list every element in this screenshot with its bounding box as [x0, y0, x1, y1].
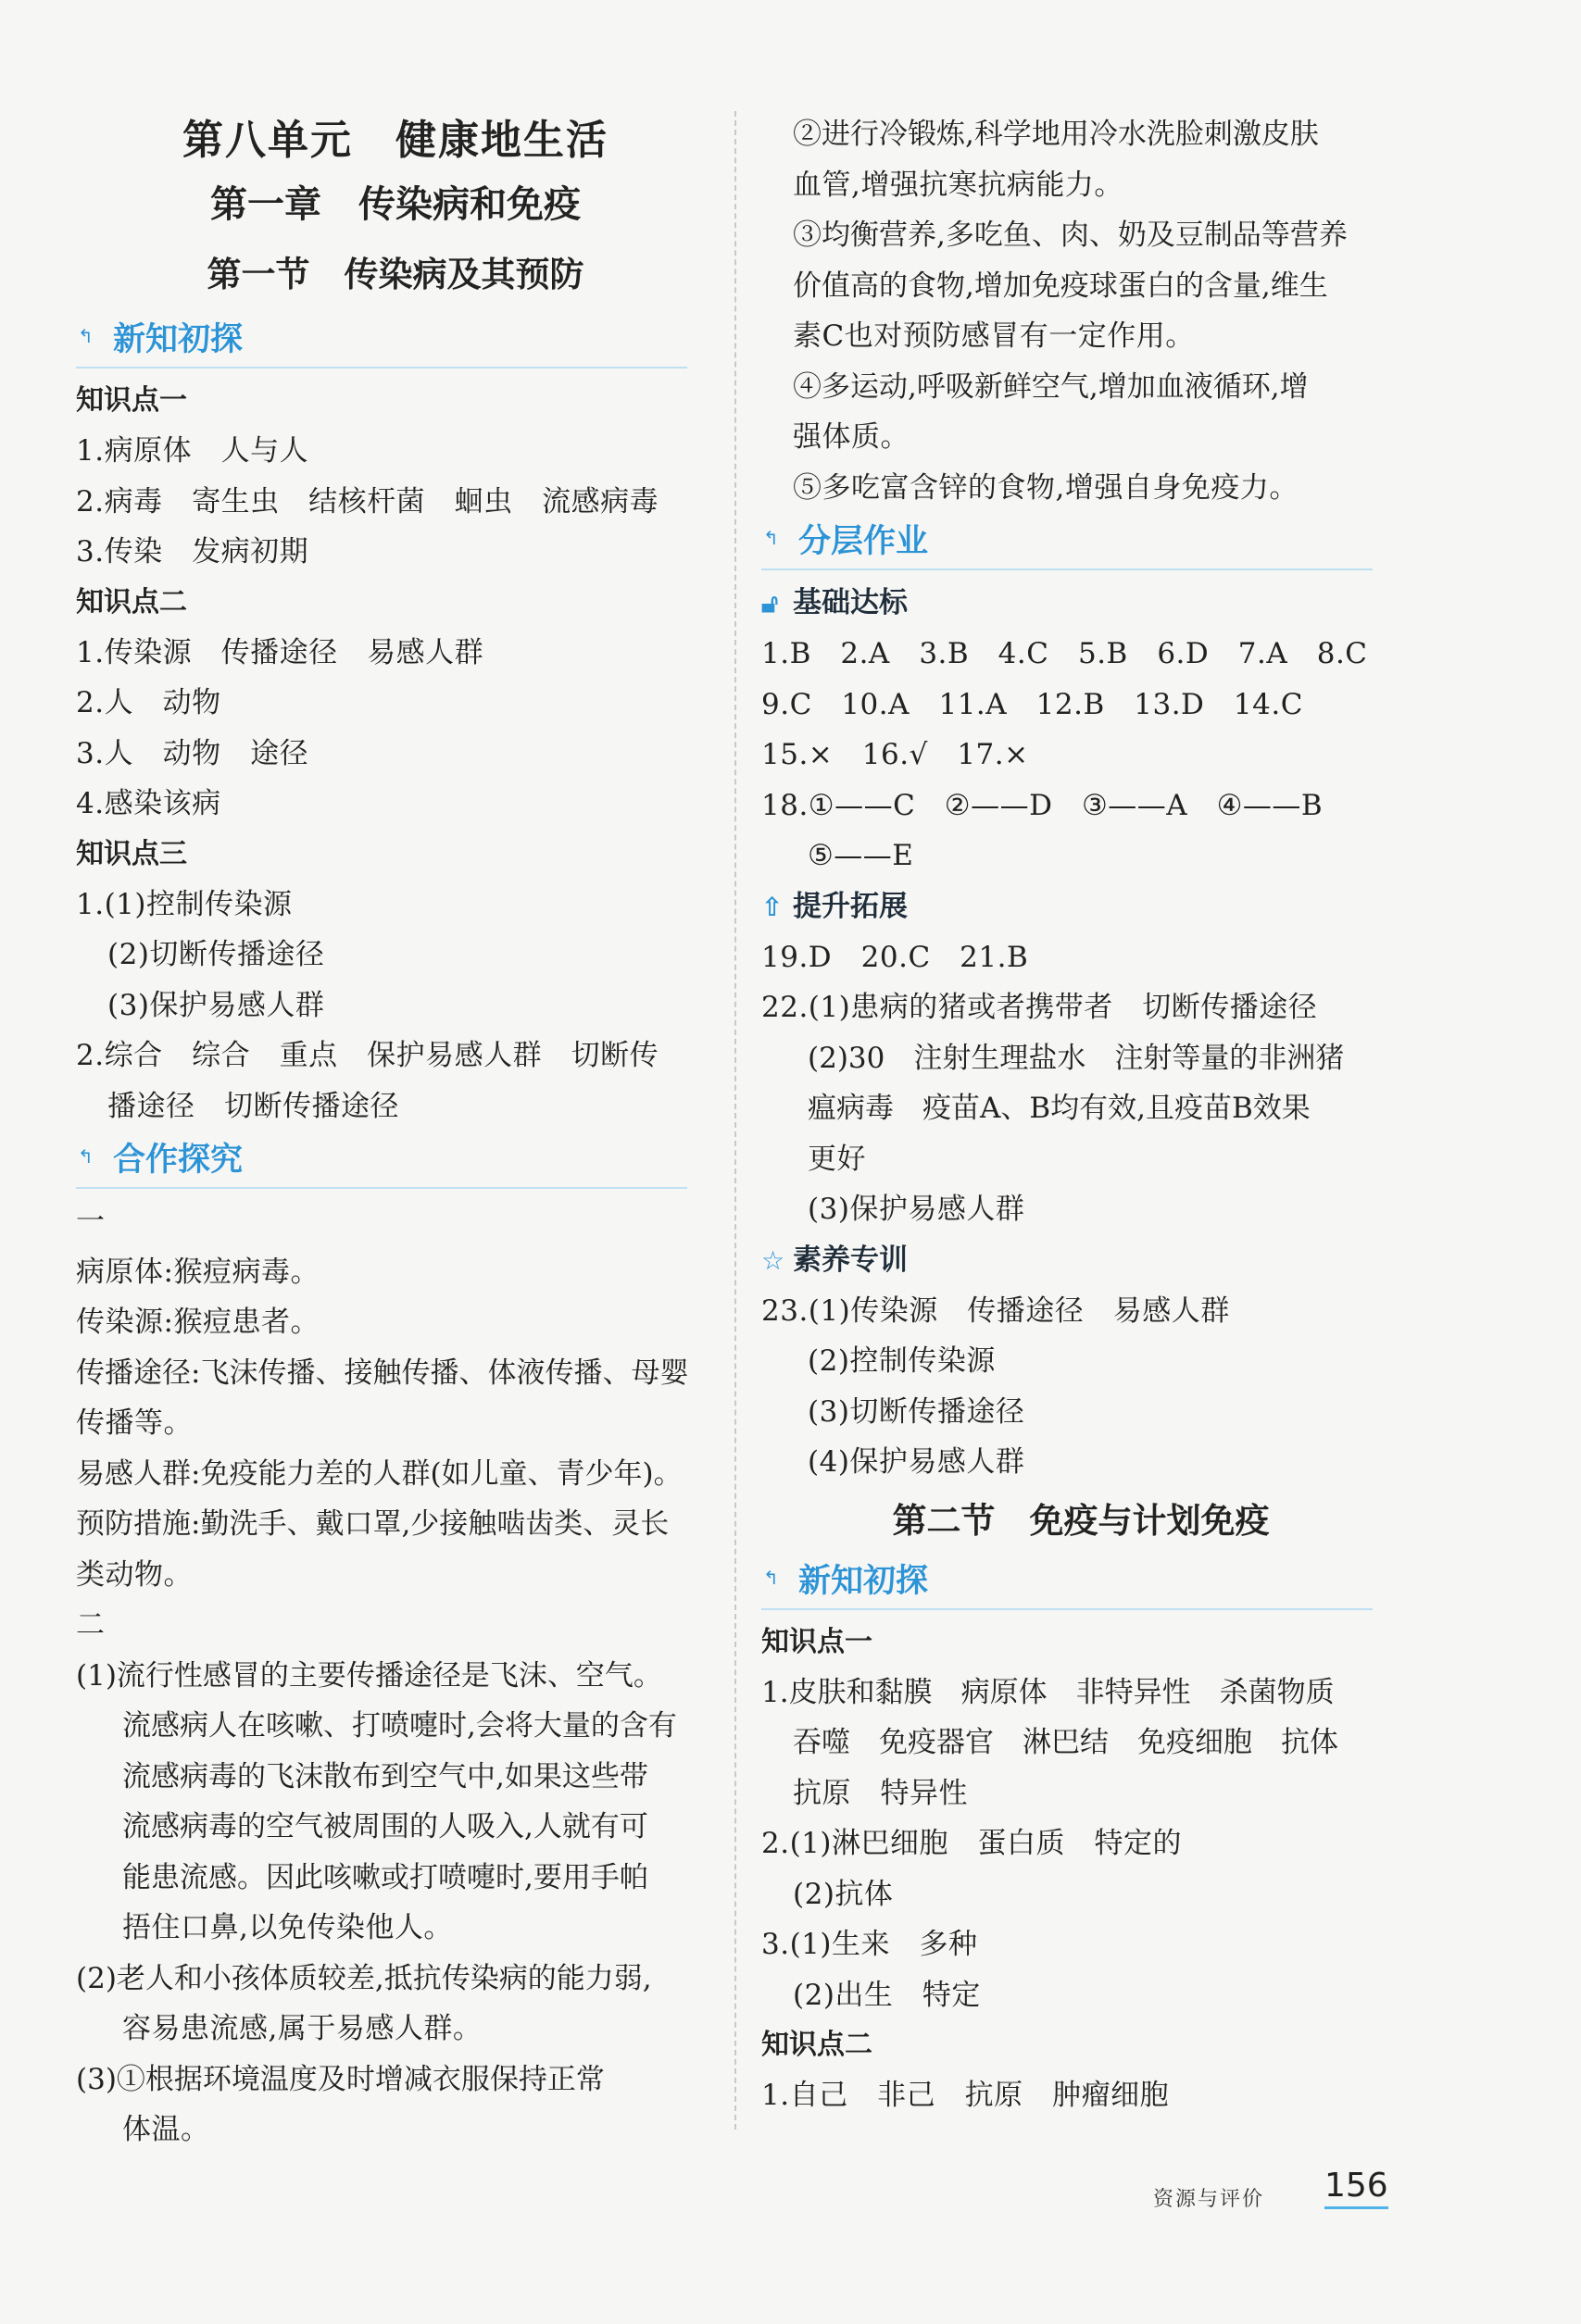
answer-line: 体温。: [122, 2113, 210, 2146]
answer-line: (3)切断传播途径: [808, 1394, 1025, 1429]
unit-title: 第八单元 健康地生活: [182, 117, 609, 164]
bookmark-icon: ↰: [78, 1145, 94, 1168]
answer-line: (3)保护易感人群: [107, 988, 325, 1022]
answer-line: 预防措施:勤洗手、戴口罩,少接触啮齿类、灵长: [76, 1507, 670, 1541]
answer-line: 2.病毒 寄生虫 结核杆菌 蛔虫 流感病毒: [76, 484, 659, 519]
answer-line: (2)抗体: [793, 1877, 894, 1911]
answer-line: 素C也对预防感冒有一定作用。: [793, 319, 1195, 353]
answer-line: (2)老人和小孩体质较差,抵抗传染病的能力弱,: [76, 1961, 652, 1995]
answer-line: 22.(1)患病的猪或者携带者 切断传播途径: [761, 991, 1318, 1024]
answer-line: 抗原 特异性: [793, 1776, 968, 1810]
answer-line: 1.传染源 传播途径 易感人群: [76, 635, 484, 669]
subheading-label: 基础达标: [793, 586, 908, 619]
answer-line: 血管,增强抗寒抗病能力。: [793, 168, 1123, 202]
answer-line: (2)控制传染源: [808, 1344, 996, 1378]
answer-line: (3)保护易感人群: [808, 1193, 1025, 1226]
right-column: [761, 109, 1400, 2121]
left-column: [76, 109, 715, 2155]
answer-line: 播途径 切断传播途径: [107, 1089, 399, 1123]
lock-icon: 🔓︎: [761, 588, 779, 618]
answer-line: 流感病毒的空气被周围的人吸入,人就有可: [122, 1810, 648, 1843]
subheading-label: 素养专训: [793, 1243, 908, 1277]
bookmark-icon: ↰: [763, 527, 779, 549]
answer-line: 捂住口鼻,以免传染他人。: [122, 1911, 453, 1944]
answer-line: 类动物。: [76, 1557, 193, 1592]
banner-layered-homework: [761, 517, 1373, 570]
part-label: 二: [76, 1608, 106, 1642]
answer-line: (2)出生 特定: [793, 1978, 981, 2012]
answer-line: 吞噬 免疫器官 淋巴结 免疫细胞 抗体: [793, 1726, 1338, 1759]
answer-line: 1.皮肤和黏膜 病原体 非特异性 杀菌物质: [761, 1675, 1335, 1709]
banner-label: 新知初探: [798, 1562, 929, 1600]
answer-line: ⑤——E: [808, 839, 914, 872]
subheading-literacy: [761, 1235, 1400, 1286]
answer-line: 更好: [808, 1142, 866, 1176]
answer-line: ④多运动,呼吸新鲜空气,增加血液循环,增: [793, 369, 1309, 404]
answer-line: 2.人 动物: [76, 686, 221, 719]
answer-line: 瘟病毒 疫苗A、B均有效,且疫苗B效果: [808, 1092, 1311, 1125]
answer-line: 18.①——C ②——D ③——A ④——B: [761, 788, 1324, 822]
answer-line: 病原体:猴痘病毒。: [76, 1255, 320, 1289]
answer-line: ⑤多吃富含锌的食物,增强自身免疫力。: [793, 470, 1299, 505]
part-label: 一: [76, 1205, 106, 1238]
answer-line: 流感病人在咳嗽、打喷嚏时,会将大量的含有: [122, 1709, 677, 1743]
answer-line: 能患流感。因此咳嗽或打喷嚏时,要用手帕: [122, 1860, 648, 1894]
answer-line: 9.C 10.A 11.A 12.B 13.D 14.C: [761, 687, 1303, 721]
knowledge-point-heading: 知识点二: [76, 585, 187, 618]
answer-line: (2)切断传播途径: [107, 938, 325, 971]
answer-line: 价值高的食物,增加免疫球蛋白的含量,维生: [793, 269, 1328, 303]
knowledge-point-heading: 知识点一: [76, 384, 187, 417]
arrow-up-icon: ⇧: [761, 891, 784, 922]
answer-line: 容易患流感,属于易感人群。: [122, 2012, 483, 2045]
answer-line: 1.自己 非己 抗原 肿瘤细胞: [761, 2079, 1170, 2112]
bookmark-icon: ↰: [78, 325, 94, 347]
chapter-title: 第一章 传染病和免疫: [210, 183, 581, 226]
bookmark-icon: ↰: [763, 1566, 779, 1589]
star-icon: ☆: [761, 1244, 785, 1276]
answer-line: 4.感染该病: [76, 787, 221, 820]
banner-new-knowledge-2: [761, 1556, 1373, 1610]
banner-label: 新知初探: [113, 321, 244, 358]
answer-line: 3.人 动物 途径: [76, 736, 309, 770]
banner-label: 分层作业: [798, 523, 929, 560]
answer-line: ③均衡营养,多吃鱼、肉、奶及豆制品等营养: [793, 219, 1348, 252]
answer-line: 传播途径:飞沫传播、接触传播、体液传播、母婴: [76, 1356, 689, 1390]
answer-line: 2.(1)淋巴细胞 蛋白质 特定的: [761, 1827, 1182, 1860]
answer-line: 强体质。: [793, 420, 910, 454]
answer-line: ②进行冷锻炼,科学地用冷水洗脸刺激皮肤: [793, 118, 1319, 151]
answer-line: 3.传染 发病初期: [76, 535, 309, 569]
answer-line: 15.× 16.√ 17.×: [761, 738, 1029, 771]
subheading-basic: [761, 578, 1400, 629]
answer-line: 3.(1)生来 多种: [761, 1928, 978, 1961]
answer-line: 19.D 20.C 21.B: [761, 940, 1029, 974]
answer-line: (4)保护易感人群: [808, 1445, 1025, 1479]
answer-line: 传染源:猴痘患者。: [76, 1306, 320, 1339]
banner-label: 合作探究: [113, 1142, 244, 1179]
answer-line: 传播等。: [76, 1406, 193, 1440]
page-number: 156: [1324, 2167, 1388, 2209]
answer-line: 2.综合 综合 重点 保护易感人群 切断传: [76, 1039, 659, 1072]
footer-label: 资源与评价: [1153, 2188, 1265, 2211]
answer-line: 23.(1)传染源 传播途径 易感人群: [761, 1293, 1230, 1328]
answer-line: (3)①根据环境温度及时增减衣服保持正常: [76, 2062, 605, 2096]
subheading-label: 提升拓展: [793, 889, 908, 923]
subheading-extend: [761, 881, 1400, 932]
banner-new-knowledge: [76, 315, 687, 369]
section-title: 第一节 传染病及其预防: [207, 254, 584, 294]
answer-line: 流感病毒的飞沫散布到空气中,如果这些带: [122, 1759, 648, 1793]
answer-line: (2)30 注射生理盐水 注射等量的非洲猪: [808, 1041, 1345, 1075]
section-title: 第二节 免疫与计划免疫: [892, 1499, 1270, 1541]
knowledge-point-heading: 知识点二: [761, 2029, 872, 2061]
knowledge-point-heading: 知识点三: [76, 837, 187, 870]
knowledge-point-heading: 知识点一: [761, 1625, 872, 1658]
answer-line: (1)流行性感冒的主要传播途径是飞沫、空气。: [76, 1658, 662, 1693]
answer-line: 1.病原体 人与人: [76, 434, 309, 468]
answer-line: 1.B 2.A 3.B 4.C 5.B 6.D 7.A 8.C: [761, 637, 1368, 670]
column-divider: [734, 111, 736, 2130]
answer-line: 1.(1)控制传染源: [76, 887, 293, 921]
answer-line: 易感人群:免疫能力差的人群(如儿童、青少年)。: [76, 1456, 683, 1491]
banner-cooperation: [76, 1135, 687, 1189]
